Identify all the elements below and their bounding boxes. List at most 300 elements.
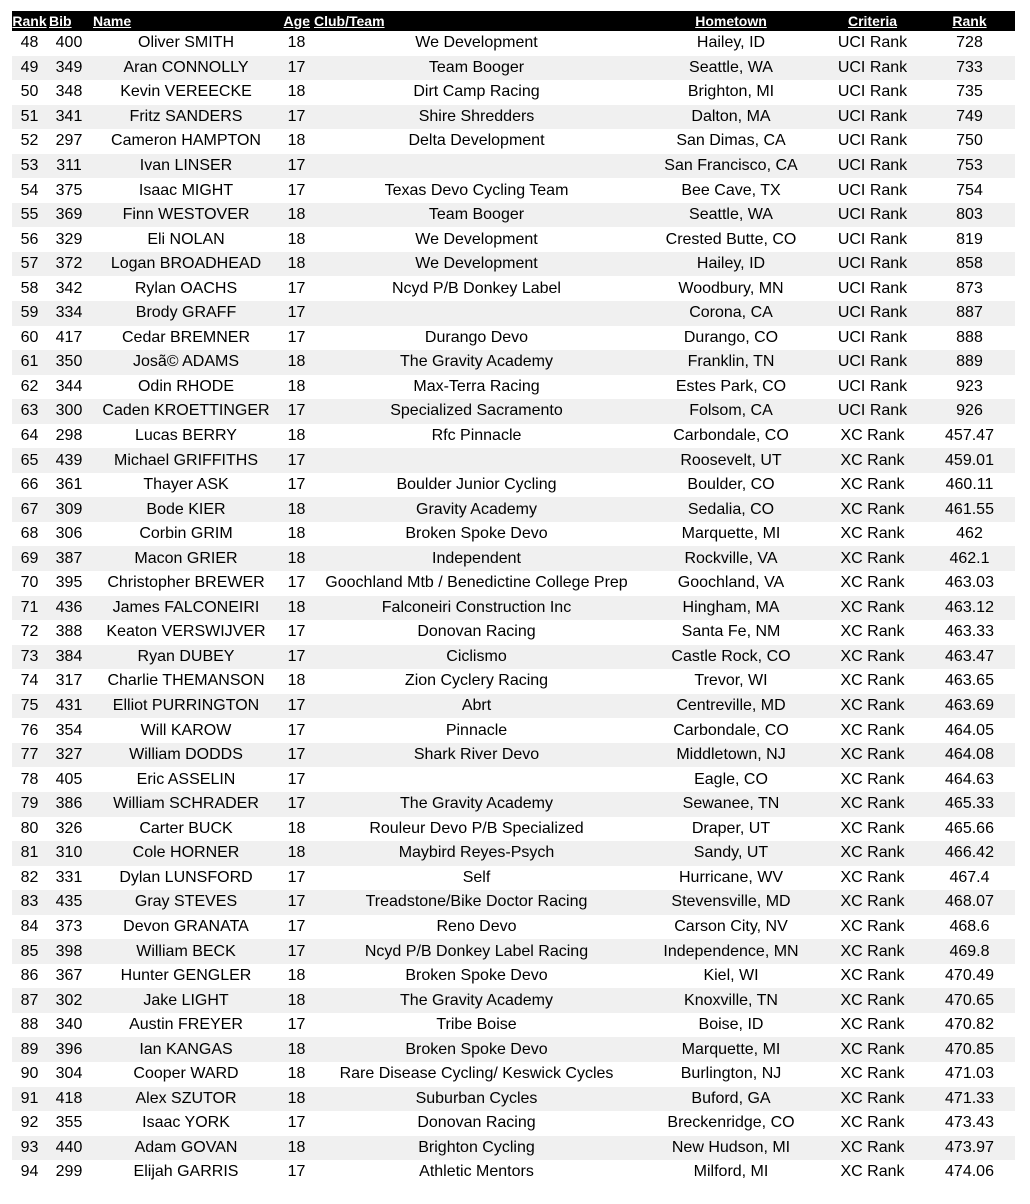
cell-rank-value: 728 (956, 34, 983, 52)
cell-bib: 299 (55, 1163, 83, 1181)
cell-age: 17 (287, 721, 306, 739)
cell-bib: 329 (55, 230, 83, 248)
cell-club: Self (462, 868, 491, 886)
table-row (12, 1136, 1015, 1161)
cell-hometown: Marquette, MI (681, 525, 781, 543)
cell-rank-value: 463.69 (924, 694, 1015, 719)
cell-club: The Gravity Academy (312, 792, 641, 817)
cell-age: 18 (281, 252, 312, 277)
cell-rank-value: 470.49 (945, 967, 994, 985)
cell-rank: 71 (12, 596, 47, 621)
cell-rank-value: 457.47 (945, 427, 994, 445)
table-row (12, 669, 1015, 694)
cell-name: Thayer ASK (143, 476, 229, 494)
cell-club: Team Booger (312, 203, 641, 228)
cell-rank: 81 (12, 841, 47, 866)
cell-rank: 58 (20, 279, 39, 297)
cell-rank: 66 (20, 476, 39, 494)
cell-rank: 85 (12, 939, 47, 964)
cell-age: 18 (281, 596, 312, 621)
cell-hometown: Buford, GA (641, 1087, 821, 1112)
cell-rank: 70 (20, 574, 39, 592)
cell-age: 18 (281, 497, 312, 522)
cell-age: 17 (287, 868, 306, 886)
cell-criteria: UCI Rank (837, 132, 908, 150)
cell-club: Broken Spoke Devo (312, 1037, 641, 1062)
cell-bib: 310 (47, 841, 91, 866)
cell-hometown: Crested Butte, CO (665, 230, 797, 248)
cell-club: Rouleur Devo P/B Specialized (369, 819, 584, 837)
cell-rank-value: 464.05 (945, 721, 994, 739)
cell-name: Elijah GARRIS (133, 1163, 239, 1181)
cell-rank-value: 819 (956, 230, 983, 248)
table-row (12, 350, 1015, 375)
cell-name: Jake LIGHT (91, 988, 281, 1013)
cell-club: The Gravity Academy (312, 350, 641, 375)
cell-rank: 76 (20, 721, 39, 739)
cell-rank: 78 (20, 770, 39, 788)
cell-criteria: XC Rank (840, 525, 905, 543)
cell-bib: 375 (55, 181, 83, 199)
cell-criteria: UCI Rank (821, 252, 924, 277)
cell-bib: 349 (47, 56, 91, 81)
header-criteria: Criteria (821, 11, 924, 31)
cell-criteria: XC Rank (821, 743, 924, 768)
cell-rank: 77 (12, 743, 47, 768)
cell-club (312, 448, 641, 473)
cell-rank: 57 (12, 252, 47, 277)
cell-name: Christopher BREWER (107, 574, 265, 592)
cell-criteria: XC Rank (840, 770, 905, 788)
table-row (12, 1013, 1015, 1038)
table-row (12, 718, 1015, 743)
header-age: Age (281, 11, 312, 31)
cell-criteria: XC Rank (840, 967, 905, 985)
cell-hometown: Kiel, WI (703, 967, 759, 985)
cell-rank-value: 473.97 (924, 1136, 1015, 1161)
cell-hometown: Roosevelt, UT (641, 448, 821, 473)
cell-criteria: UCI Rank (837, 181, 908, 199)
cell-bib: 367 (55, 967, 83, 985)
table-row (12, 1087, 1015, 1112)
header-name: Name (91, 11, 281, 31)
cell-rank: 63 (12, 399, 47, 424)
cell-criteria: XC Rank (821, 988, 924, 1013)
cell-bib: 348 (55, 83, 83, 101)
cell-bib: 386 (47, 792, 91, 817)
cell-rank: 90 (20, 1065, 39, 1083)
cell-club: Reno Devo (436, 917, 517, 935)
cell-rank-value: 733 (924, 56, 1015, 81)
header-bib: Bib (47, 11, 91, 31)
cell-age: 18 (287, 132, 306, 150)
cell-hometown: Hurricane, WV (678, 868, 784, 886)
table-row (12, 31, 1015, 56)
cell-name: Macon GRIER (91, 546, 281, 571)
cell-age: 17 (281, 792, 312, 817)
cell-rank-value: 462.1 (924, 546, 1015, 571)
cell-name: Keaton VERSWIJVER (106, 623, 266, 641)
cell-bib: 384 (47, 645, 91, 670)
cell-name: Elliot PURRINGTON (91, 694, 281, 719)
cell-criteria: XC Rank (840, 476, 905, 494)
cell-bib: 435 (47, 890, 91, 915)
table-row (12, 817, 1015, 842)
table-row (12, 326, 1015, 351)
cell-rank-value: 735 (956, 83, 983, 101)
cell-rank-value: 462 (956, 525, 983, 543)
cell-name: Oliver SMITH (138, 34, 234, 52)
cell-club (312, 767, 641, 792)
cell-bib: 418 (47, 1087, 91, 1112)
cell-age: 17 (287, 917, 306, 935)
cell-club: Rare Disease Cycling/ Keswick Cycles (339, 1065, 614, 1083)
cell-rank-value: 873 (956, 279, 983, 297)
cell-name: Bode KIER (91, 497, 281, 522)
table-row (12, 56, 1015, 81)
cell-hometown: Corona, CA (641, 301, 821, 326)
cell-hometown: Breckenridge, CO (667, 1114, 795, 1132)
cell-club: Goochland Mtb / Benedictine College Prep (325, 574, 628, 592)
cell-club: Donovan Racing (417, 1114, 536, 1132)
cell-age: 18 (281, 350, 312, 375)
cell-club: Ciclismo (312, 645, 641, 670)
cell-rank: 94 (20, 1163, 39, 1181)
cell-bib: 436 (47, 596, 91, 621)
cell-criteria: XC Rank (840, 1016, 905, 1034)
cell-criteria: UCI Rank (837, 230, 908, 248)
cell-age: 18 (287, 672, 306, 690)
cell-hometown: Carbondale, CO (673, 427, 789, 445)
cell-rank-value: 470.82 (945, 1016, 994, 1034)
table-row (12, 743, 1015, 768)
cell-rank-value: 473.43 (945, 1114, 994, 1132)
cell-rank: 86 (20, 967, 39, 985)
cell-criteria: XC Rank (821, 890, 924, 915)
cell-rank-value: 926 (924, 399, 1015, 424)
cell-bib: 309 (47, 497, 91, 522)
cell-name: Cole HORNER (91, 841, 281, 866)
cell-hometown: Brighton, MI (687, 83, 775, 101)
cell-rank-value: 463.47 (924, 645, 1015, 670)
cell-name: William BECK (91, 939, 281, 964)
cell-hometown: Centreville, MD (641, 694, 821, 719)
cell-bib: 387 (47, 546, 91, 571)
cell-rank: 48 (20, 34, 39, 52)
cell-name: Alex SZUTOR (91, 1087, 281, 1112)
cell-bib: 369 (47, 203, 91, 228)
table-row (12, 1111, 1015, 1136)
cell-hometown: Carbondale, CO (673, 721, 789, 739)
cell-age: 17 (287, 279, 306, 297)
table-row (12, 620, 1015, 645)
table-row (12, 129, 1015, 154)
cell-rank-value: 923 (956, 377, 983, 395)
cell-bib: 373 (55, 917, 83, 935)
cell-hometown: Hailey, ID (641, 252, 821, 277)
cell-criteria: XC Rank (821, 841, 924, 866)
cell-hometown: Durango, CO (683, 328, 779, 346)
cell-club: Texas Devo Cycling Team (384, 181, 569, 199)
cell-age: 18 (281, 988, 312, 1013)
cell-hometown: Estes Park, CO (675, 377, 787, 395)
cell-club: Donovan Racing (417, 623, 536, 641)
cell-age: 17 (281, 448, 312, 473)
cell-criteria: UCI Rank (821, 301, 924, 326)
cell-age: 18 (287, 34, 306, 52)
cell-rank-value: 889 (924, 350, 1015, 375)
cell-club: Ncyd P/B Donkey Label Racing (312, 939, 641, 964)
cell-name: Rylan OACHS (134, 279, 238, 297)
table-row (12, 252, 1015, 277)
cell-rank-value: 753 (924, 154, 1015, 179)
cell-club: Dirt Camp Racing (413, 83, 540, 101)
cell-age: 17 (281, 645, 312, 670)
cell-club (312, 301, 641, 326)
cell-hometown: Milford, MI (693, 1163, 769, 1181)
cell-club: Independent (312, 546, 641, 571)
cell-criteria: UCI Rank (821, 399, 924, 424)
cell-name: Austin FREYER (129, 1016, 243, 1034)
table-row (12, 399, 1015, 424)
table-row (12, 154, 1015, 179)
cell-rank: 88 (20, 1016, 39, 1034)
cell-criteria: XC Rank (821, 448, 924, 473)
cell-club: Broken Spoke Devo (405, 967, 548, 985)
table-row (12, 866, 1015, 891)
cell-rank: 50 (20, 83, 39, 101)
cell-name: Michael GRIFFITHS (91, 448, 281, 473)
header-hometown: Hometown (641, 11, 821, 31)
cell-bib: 297 (55, 132, 83, 150)
table-row (12, 178, 1015, 203)
cell-rank-value: 754 (956, 181, 983, 199)
cell-hometown: Boulder, CO (687, 476, 775, 494)
table-row (12, 448, 1015, 473)
cell-bib: 300 (47, 399, 91, 424)
cell-bib: 361 (55, 476, 83, 494)
cell-criteria: UCI Rank (821, 154, 924, 179)
cell-criteria: UCI Rank (837, 328, 908, 346)
cell-hometown: Folsom, CA (641, 399, 821, 424)
cell-hometown: Sandy, UT (641, 841, 821, 866)
cell-bib: 302 (47, 988, 91, 1013)
cell-rank: 82 (20, 868, 39, 886)
table-row (12, 596, 1015, 621)
cell-name: Corbin GRIM (139, 525, 233, 543)
table-row (12, 546, 1015, 571)
cell-name: William SCHRADER (91, 792, 281, 817)
cell-hometown: Sedalia, CO (641, 497, 821, 522)
cell-rank: 84 (20, 917, 39, 935)
cell-hometown: Stevensville, MD (641, 890, 821, 915)
cell-hometown: Hingham, MA (641, 596, 821, 621)
cell-rank-value: 474.06 (945, 1163, 994, 1181)
cell-name: Isaac MIGHT (138, 181, 234, 199)
cell-club: Delta Development (408, 132, 545, 150)
table-row (12, 792, 1015, 817)
cell-age: 18 (281, 1136, 312, 1161)
cell-rank-value: 460.11 (945, 476, 994, 494)
cell-criteria: XC Rank (840, 1114, 905, 1132)
cell-name: Ryan DUBEY (91, 645, 281, 670)
cell-age: 18 (281, 1037, 312, 1062)
cell-hometown: Knoxville, TN (641, 988, 821, 1013)
cell-age: 17 (287, 1016, 306, 1034)
cell-age: 17 (281, 743, 312, 768)
roster-body (12, 31, 1015, 1185)
cell-bib: 439 (47, 448, 91, 473)
cell-rank-value: 465.33 (924, 792, 1015, 817)
table-row (12, 988, 1015, 1013)
cell-name: Cedar BREMNER (121, 328, 251, 346)
cell-bib: 372 (47, 252, 91, 277)
cell-bib: 334 (47, 301, 91, 326)
cell-rank-value: 463.33 (945, 623, 994, 641)
cell-rank: 87 (12, 988, 47, 1013)
cell-rank: 52 (20, 132, 39, 150)
cell-name: Logan BROADHEAD (91, 252, 281, 277)
cell-club: We Development (415, 34, 538, 52)
cell-bib: 440 (47, 1136, 91, 1161)
cell-rank: 69 (12, 546, 47, 571)
cell-rank: 56 (20, 230, 39, 248)
cell-club: Rfc Pinnacle (431, 427, 522, 445)
cell-name: Kevin VEREECKE (120, 83, 252, 101)
cell-rank-value: 464.08 (924, 743, 1015, 768)
cell-criteria: XC Rank (840, 868, 905, 886)
table-row (12, 1037, 1015, 1062)
cell-rank-value: 887 (924, 301, 1015, 326)
cell-age: 17 (287, 574, 306, 592)
cell-hometown: Rockville, VA (641, 546, 821, 571)
cell-club: Broken Spoke Devo (405, 525, 548, 543)
cell-rank: 62 (20, 377, 39, 395)
cell-hometown: Independence, MN (641, 939, 821, 964)
cell-bib: 306 (55, 525, 83, 543)
cell-bib: 298 (55, 427, 83, 445)
cell-hometown: Draper, UT (691, 819, 771, 837)
cell-bib: 398 (47, 939, 91, 964)
cell-bib: 388 (55, 623, 83, 641)
header-rank-value: Rank (924, 11, 1015, 31)
cell-rank-value: 463.03 (945, 574, 994, 592)
cell-age: 18 (287, 1065, 306, 1083)
cell-age: 17 (281, 399, 312, 424)
cell-hometown: Castle Rock, CO (641, 645, 821, 670)
cell-rank-value: 461.55 (924, 497, 1015, 522)
cell-bib: 355 (55, 1114, 83, 1132)
cell-criteria: XC Rank (821, 1037, 924, 1062)
cell-hometown: Woodbury, MN (678, 279, 784, 297)
cell-age: 18 (287, 819, 306, 837)
cell-hometown: Hailey, ID (696, 34, 766, 52)
cell-bib: 326 (55, 819, 83, 837)
cell-hometown: Middletown, NJ (641, 743, 821, 768)
cell-bib: 350 (47, 350, 91, 375)
cell-criteria: UCI Rank (821, 56, 924, 81)
cell-rank-value: 468.6 (949, 917, 990, 935)
cell-bib: 396 (47, 1037, 91, 1062)
cell-criteria: XC Rank (840, 672, 905, 690)
cell-name: James FALCONEIRI (91, 596, 281, 621)
cell-rank: 80 (20, 819, 39, 837)
cell-name: Eli NOLAN (147, 230, 225, 248)
cell-hometown: Seattle, WA (641, 56, 821, 81)
table-row (12, 939, 1015, 964)
cell-criteria: XC Rank (840, 721, 905, 739)
cell-age: 17 (281, 56, 312, 81)
cell-age: 17 (287, 770, 306, 788)
cell-bib: 400 (55, 34, 83, 52)
cell-rank-value: 459.01 (924, 448, 1015, 473)
table-row (12, 1160, 1015, 1185)
table-row (12, 841, 1015, 866)
cell-hometown: Eagle, CO (694, 770, 768, 788)
cell-age: 17 (287, 623, 306, 641)
cell-bib: 417 (55, 328, 83, 346)
cell-hometown: San Dimas, CA (676, 132, 786, 150)
cell-name: Cooper WARD (133, 1065, 239, 1083)
cell-name: Josã© ADAMS (91, 350, 281, 375)
cell-rank-value: 750 (956, 132, 983, 150)
cell-club: Team Booger (312, 56, 641, 81)
cell-hometown: Boise, ID (698, 1016, 764, 1034)
cell-rank-value: 470.85 (924, 1037, 1015, 1062)
cell-rank-value: 469.8 (924, 939, 1015, 964)
cell-club: Zion Cyclery Racing (404, 672, 549, 690)
cell-bib: 327 (47, 743, 91, 768)
cell-club: Gravity Academy (312, 497, 641, 522)
cell-hometown: Santa Fe, NM (681, 623, 781, 641)
cell-rank: 91 (12, 1087, 47, 1112)
cell-rank-value: 465.66 (945, 819, 994, 837)
cell-bib: 317 (55, 672, 83, 690)
cell-club: Durango Devo (424, 328, 529, 346)
cell-hometown: Marquette, MI (641, 1037, 821, 1062)
cell-bib: 342 (55, 279, 83, 297)
cell-rank: 54 (20, 181, 39, 199)
cell-age: 18 (281, 546, 312, 571)
cell-name: Eric ASSELIN (136, 770, 236, 788)
cell-club: Tribe Boise (436, 1016, 517, 1034)
table-row (12, 694, 1015, 719)
cell-bib: 340 (55, 1016, 83, 1034)
cell-club: Specialized Sacramento (312, 399, 641, 424)
cell-rank-value: 858 (924, 252, 1015, 277)
table-row (12, 964, 1015, 989)
cell-club: Suburban Cycles (312, 1087, 641, 1112)
table-row (12, 571, 1015, 596)
cell-criteria: XC Rank (840, 574, 905, 592)
cell-hometown: New Hudson, MI (641, 1136, 821, 1161)
cell-age: 17 (287, 328, 306, 346)
table-row (12, 1062, 1015, 1087)
cell-bib: 304 (55, 1065, 83, 1083)
cell-name: Dylan LUNSFORD (119, 868, 253, 886)
cell-rank: 68 (20, 525, 39, 543)
cell-age: 17 (281, 105, 312, 130)
cell-rank: 93 (12, 1136, 47, 1161)
cell-club: The Gravity Academy (312, 988, 641, 1013)
cell-club: Shark River Devo (312, 743, 641, 768)
cell-criteria: UCI Rank (821, 105, 924, 130)
cell-criteria: UCI Rank (821, 203, 924, 228)
cell-rank: 67 (12, 497, 47, 522)
cell-rank: 72 (20, 623, 39, 641)
cell-bib: 331 (55, 868, 83, 886)
table-row (12, 767, 1015, 792)
